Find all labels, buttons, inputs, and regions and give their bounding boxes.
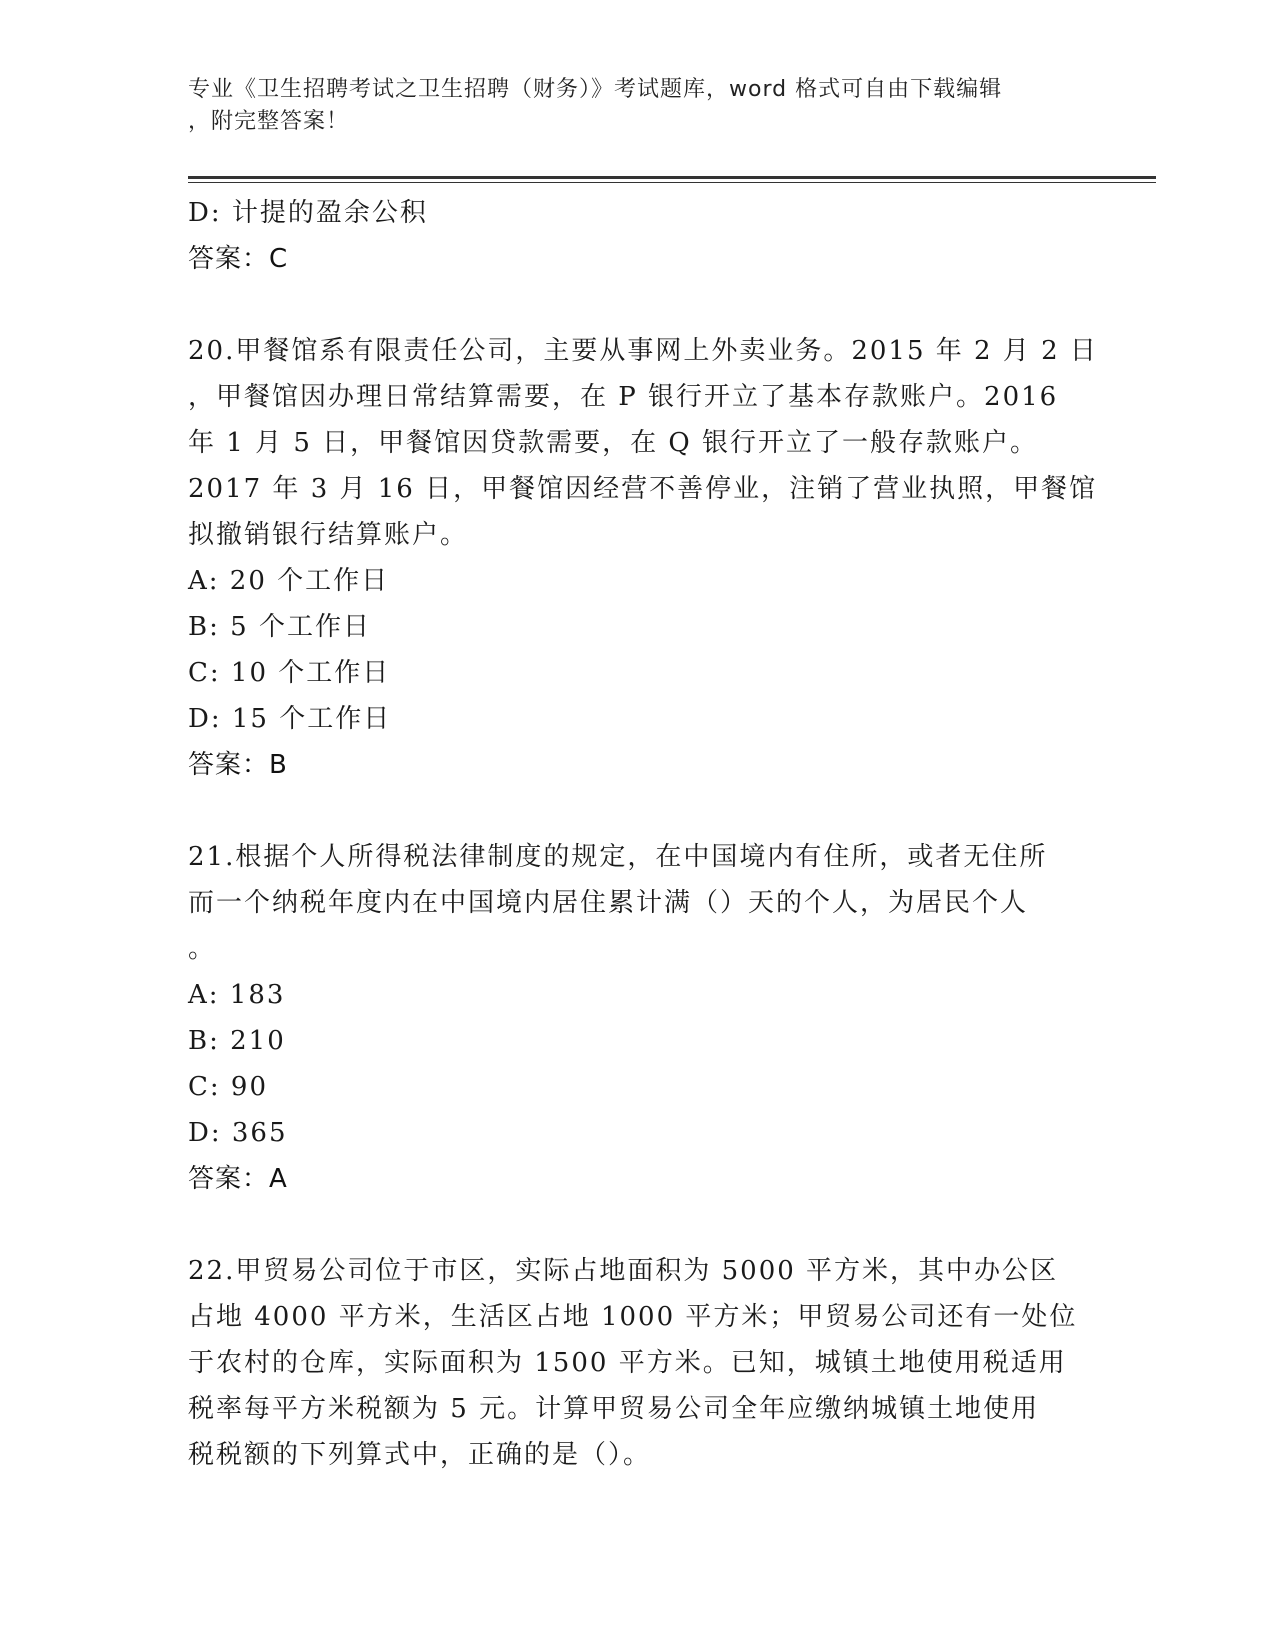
question-stem-line: 2017 年 3 月 16 日，甲餐馆因经营不善停业，注销了营业执照，甲餐馆: [188, 474, 1098, 504]
spacer: [188, 282, 1088, 328]
answer-line: 答案：A: [188, 1164, 288, 1194]
question-stem-line: 而一个纳税年度内在中国境内居住累计满（）天的个人，为居民个人: [188, 888, 1029, 918]
question-20: [188, 328, 1098, 788]
spacer: [188, 788, 1088, 834]
question-21: [188, 834, 1088, 1202]
header-rule-thick: [188, 176, 1156, 179]
option-c: C: 90: [188, 1072, 269, 1102]
spacer: [188, 1202, 1088, 1248]
header-line-1: 专业《卫生招聘考试之卫生招聘（财务）》考试题库，word 格式可自由下载编辑: [188, 77, 1003, 102]
header-rule-thin: [188, 182, 1156, 183]
question-22: [188, 1248, 1088, 1478]
option-d: D: 15 个工作日: [188, 704, 392, 734]
question-stem-line: 。: [188, 934, 217, 964]
option-d: D: 计提的盈余公积: [188, 198, 428, 228]
option-a: A: 20 个工作日: [188, 566, 390, 596]
answer-line: 答案：B: [188, 750, 288, 780]
option-a: A: 183: [188, 980, 286, 1010]
page-header: [188, 74, 1088, 138]
question-stem-line: 22.甲贸易公司位于市区，实际占地面积为 5000 平方米，其中办公区: [188, 1256, 1059, 1286]
option-c: C: 10 个工作日: [188, 658, 391, 688]
question-stem-line: 20.甲餐馆系有限责任公司，主要从事网上外卖业务。2015 年 2 月 2 日: [188, 336, 1098, 366]
prev-question: [188, 190, 1088, 282]
option-b: B: 5 个工作日: [188, 612, 371, 642]
question-content: [188, 190, 1098, 1478]
question-stem-line: 21.根据个人所得税法律制度的规定，在中国境内有住所，或者无住所: [188, 842, 1048, 872]
question-stem-line: ，甲餐馆因办理日常结算需要，在 P 银行开立了基本存款账户。2016: [188, 382, 1059, 412]
question-stem-line: 于农村的仓库，实际面积为 1500 平方米。已知，城镇土地使用税适用: [188, 1348, 1067, 1378]
question-stem-line: 拟撤销银行结算账户。: [188, 520, 469, 550]
question-stem-line: 税税额的下列算式中，正确的是（）。: [188, 1440, 652, 1470]
question-stem-line: 占地 4000 平方米，生活区占地 1000 平方米；甲贸易公司还有一处位: [188, 1302, 1078, 1332]
option-d: D: 365: [188, 1118, 288, 1148]
question-stem-line: 税率每平方米税额为 5 元。计算甲贸易公司全年应缴纳城镇土地使用: [188, 1394, 1040, 1424]
answer-line: 答案：C: [188, 244, 289, 274]
header-line-2: ，附完整答案！: [188, 109, 350, 134]
option-b: B: 210: [188, 1026, 286, 1056]
question-stem-line: 年 1 月 5 日，甲餐馆因贷款需要，在 Q 银行开立了一般存款账户。: [188, 428, 1038, 458]
